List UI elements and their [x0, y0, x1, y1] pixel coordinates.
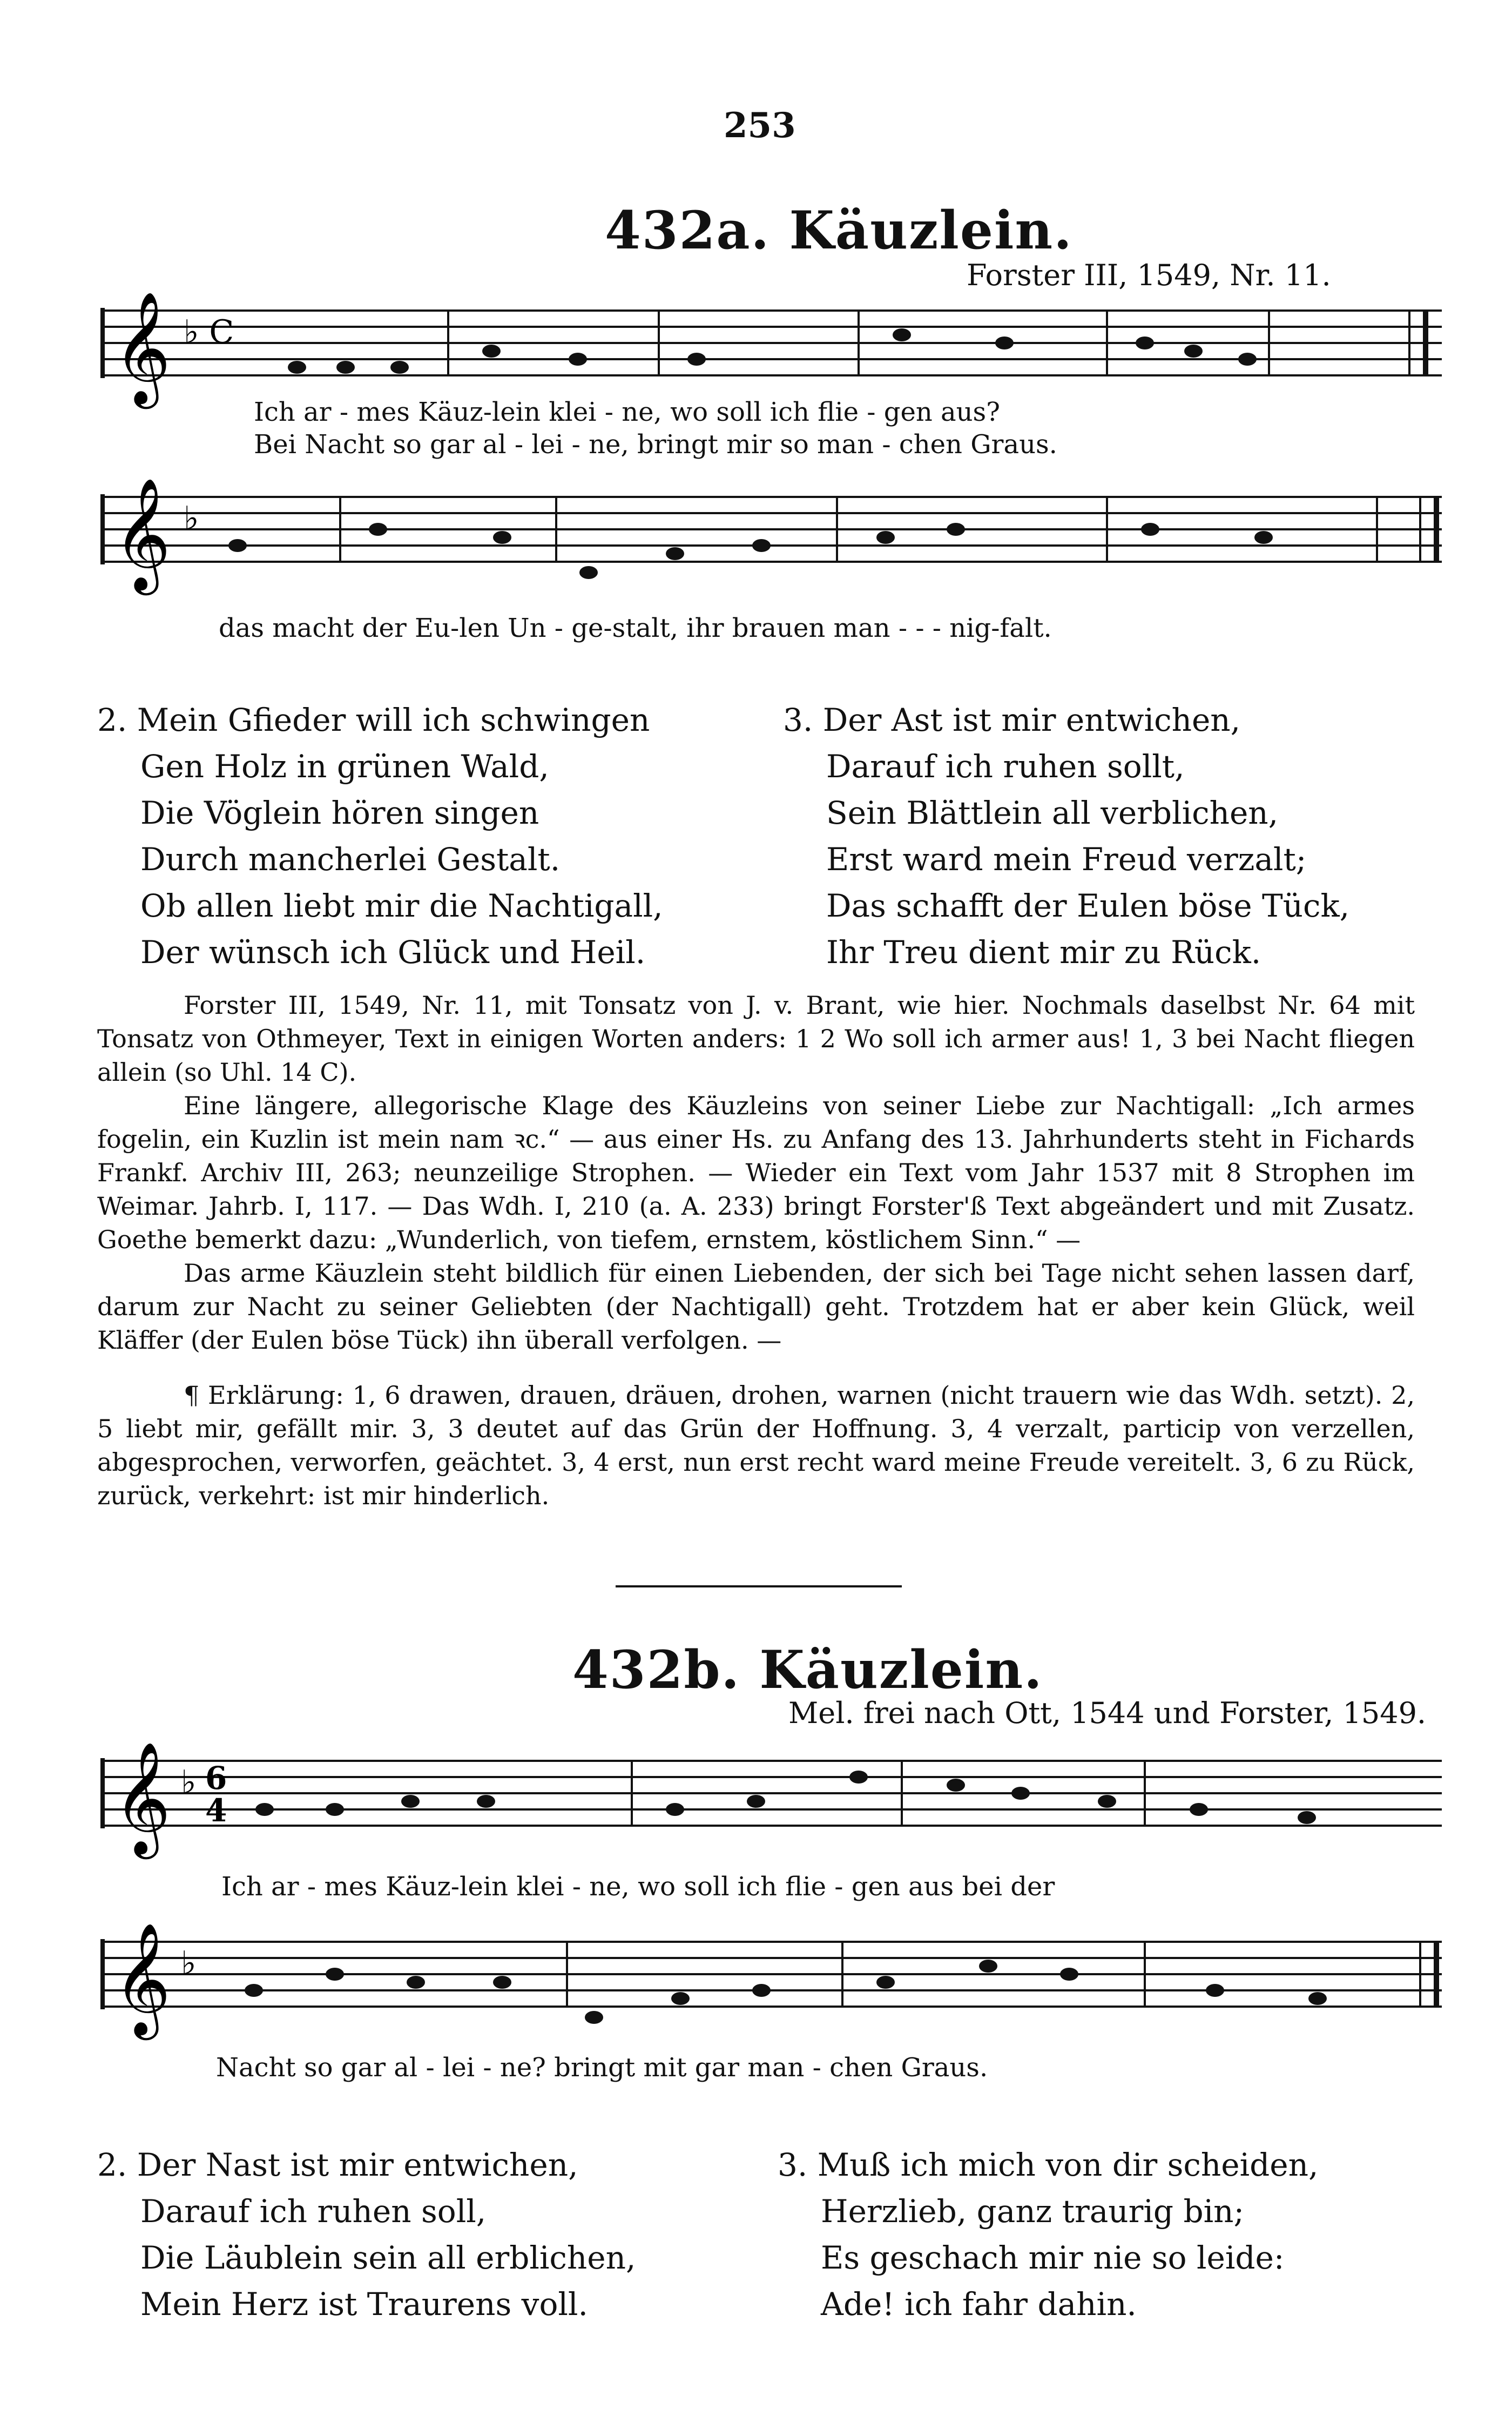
verse-line: Das schafft der Eulen böse Tück,	[826, 887, 1350, 924]
svg-text:𝄞: 𝄞	[113, 1922, 171, 2035]
note-paragraph: Forster III, 1549, Nr. 11, mit Tonsatz von J. v. Brant, wie hier. Nochmals daselbst Nr. 64 mit Tonsatz von Othmeyer, Text in einigen Worten anders: 1 2 Wo soll ich armer aus! 1, 3 bei Nacht fliegen allein (so Uhl. 14 C).	[97, 991, 1415, 1087]
time-signature-bottom: 4	[205, 1792, 227, 1829]
page-number: 253	[724, 105, 796, 146]
song-b-source: Mel. frei nach Ott, 1544 und Forster, 1549.	[788, 1696, 1427, 1730]
verse-line: 2. Mein Gfieder will ich schwingen	[97, 702, 650, 738]
svg-text:𝄞: 𝄞	[113, 1741, 171, 1854]
verse-line: Erst ward mein Freud verzalt;	[826, 841, 1307, 878]
song-a-source: Forster III, 1549, Nr. 11.	[967, 258, 1331, 292]
verse-line: 2. Der Nast ist mir entwichen,	[97, 2146, 578, 2183]
verse-line: Darauf ich ruhen soll,	[140, 2193, 487, 2230]
song-a-lyrics-1a: Ich ar - mes Käuz-lein klei - ne, wo soll ich flie - gen aus?	[254, 397, 1000, 427]
svg-text:𝄞: 𝄞	[113, 291, 171, 404]
song-b-staff-2	[92, 1922, 1442, 2039]
song-b-verse-2	[97, 2142, 636, 2327]
verse-line: Die Läublein sein all erblichen,	[140, 2239, 636, 2276]
song-a-verse-3	[783, 697, 1349, 975]
verse-line: Durch mancherlei Gestalt.	[140, 841, 561, 878]
verse-line: Es geschach mir nie so leide:	[821, 2239, 1285, 2276]
svg-text:♭ C: ♭ C	[184, 313, 234, 351]
verse-line: Ihr Treu dient mir zu Rück.	[826, 934, 1261, 971]
verse-line: Mein Herz ist Traurens voll.	[140, 2286, 588, 2323]
time-signature-top: 6	[205, 1760, 227, 1796]
song-b-staff-1	[92, 1741, 1442, 1858]
verse-line: Gen Holz in grünen Wald,	[140, 748, 549, 785]
song-b-title: 432b. Käuzlein.	[572, 1639, 1043, 1700]
svg-text:𝄞: 𝄞	[113, 477, 171, 590]
verse-line: Sein Blättlein all verblichen,	[826, 795, 1279, 831]
verse-line: Der wünsch ich Glück und Heil.	[140, 934, 646, 971]
note-paragraph: ¶ Erklärung: 1, 6 drawen, drauen, dräuen, drohen, warnen (nicht trauern wie das Wdh. setzt). 2, 5 liebt mir, gefällt mir. 3, 3 deutet auf das Grün der Hoffnung. 3, 4 verzalt, particip von verzellen, abgesprochen, verworfen, geächtet. 3, 4 erst, nun erst recht ward meine Freude vereitelt. 3, 6 zu Rück, zurück, verkehrt: ist mir hinderlich.	[97, 1381, 1415, 1510]
svg-text:♭: ♭	[181, 1764, 197, 1801]
verse-line: Darauf ich ruhen sollt,	[826, 748, 1185, 785]
song-a-notes	[97, 988, 1415, 1512]
song-b-lyrics-2: Nacht so gar al - lei - ne? bringt mit gar man - chen Graus.	[216, 2053, 988, 2083]
note-paragraph: Eine längere, allegorische Klage des Käuzleins von seiner Liebe zur Nachtigall: „Ich armes fogelin, ein Kuzlin ist mein nam ꝛc.“ — aus einer Hs. zu Anfang des 13. Jahrhunderts steht in Fichards Frankf. Archiv III, 263; neunzeilige Strophen. — Wieder ein Text vom Jahr 1537 mit 8 Strophen im Weimar. Jahrb. I, 117. — Das Wdh. I, 210 (a. A. 233) bringt Forster'ß Text abgeändert und mit Zusatz. Goethe bemerkt dazu: „Wunderlich, von tiefem, ernstem, köstlichem Sinn.“ —	[97, 1091, 1415, 1254]
verse-line: Die Vöglein hören singen	[140, 795, 539, 831]
verse-line: Herzlieb, ganz traurig bin;	[821, 2193, 1245, 2230]
section-divider	[616, 1585, 902, 1587]
song-a-staff-1	[92, 291, 1442, 404]
verse-line: Ade! ich fahr dahin.	[821, 2286, 1137, 2323]
note-paragraph: Das arme Käuzlein steht bildlich für einen Liebenden, der sich bei Tage nicht sehen lassen darf, darum zur Nacht zu seiner Geliebten (der Nachtigall) geht. Trotzdem hat er aber kein Glück, weil Kläffer (der Eulen böse Tück) ihn überall verfolgen. —	[97, 1259, 1415, 1355]
svg-text:♭: ♭	[184, 500, 199, 537]
song-a-verse-2	[97, 697, 663, 975]
verse-line: 3. Der Ast ist mir entwichen,	[783, 702, 1241, 738]
song-b-lyrics-1: Ich ar - mes Käuz-lein klei - ne, wo soll ich flie - gen aus bei der	[221, 1872, 1055, 1902]
verse-line: 3. Muß ich mich von dir scheiden,	[778, 2146, 1319, 2183]
verse-line: Ob allen liebt mir die Nachtigall,	[140, 887, 663, 924]
song-a-title: 432a. Käuzlein.	[605, 200, 1073, 261]
song-a-staff-2	[92, 477, 1442, 600]
svg-text:♭: ♭	[181, 1944, 197, 1982]
song-b-verse-3	[778, 2142, 1318, 2327]
song-a-lyrics-1b: Bei Nacht so gar al - lei - ne, bringt mir so man - chen Graus.	[254, 429, 1057, 460]
song-a-lyrics-2: das macht der Eu-len Un - ge-stalt, ihr brauen man - - - nig-falt.	[219, 613, 1052, 643]
